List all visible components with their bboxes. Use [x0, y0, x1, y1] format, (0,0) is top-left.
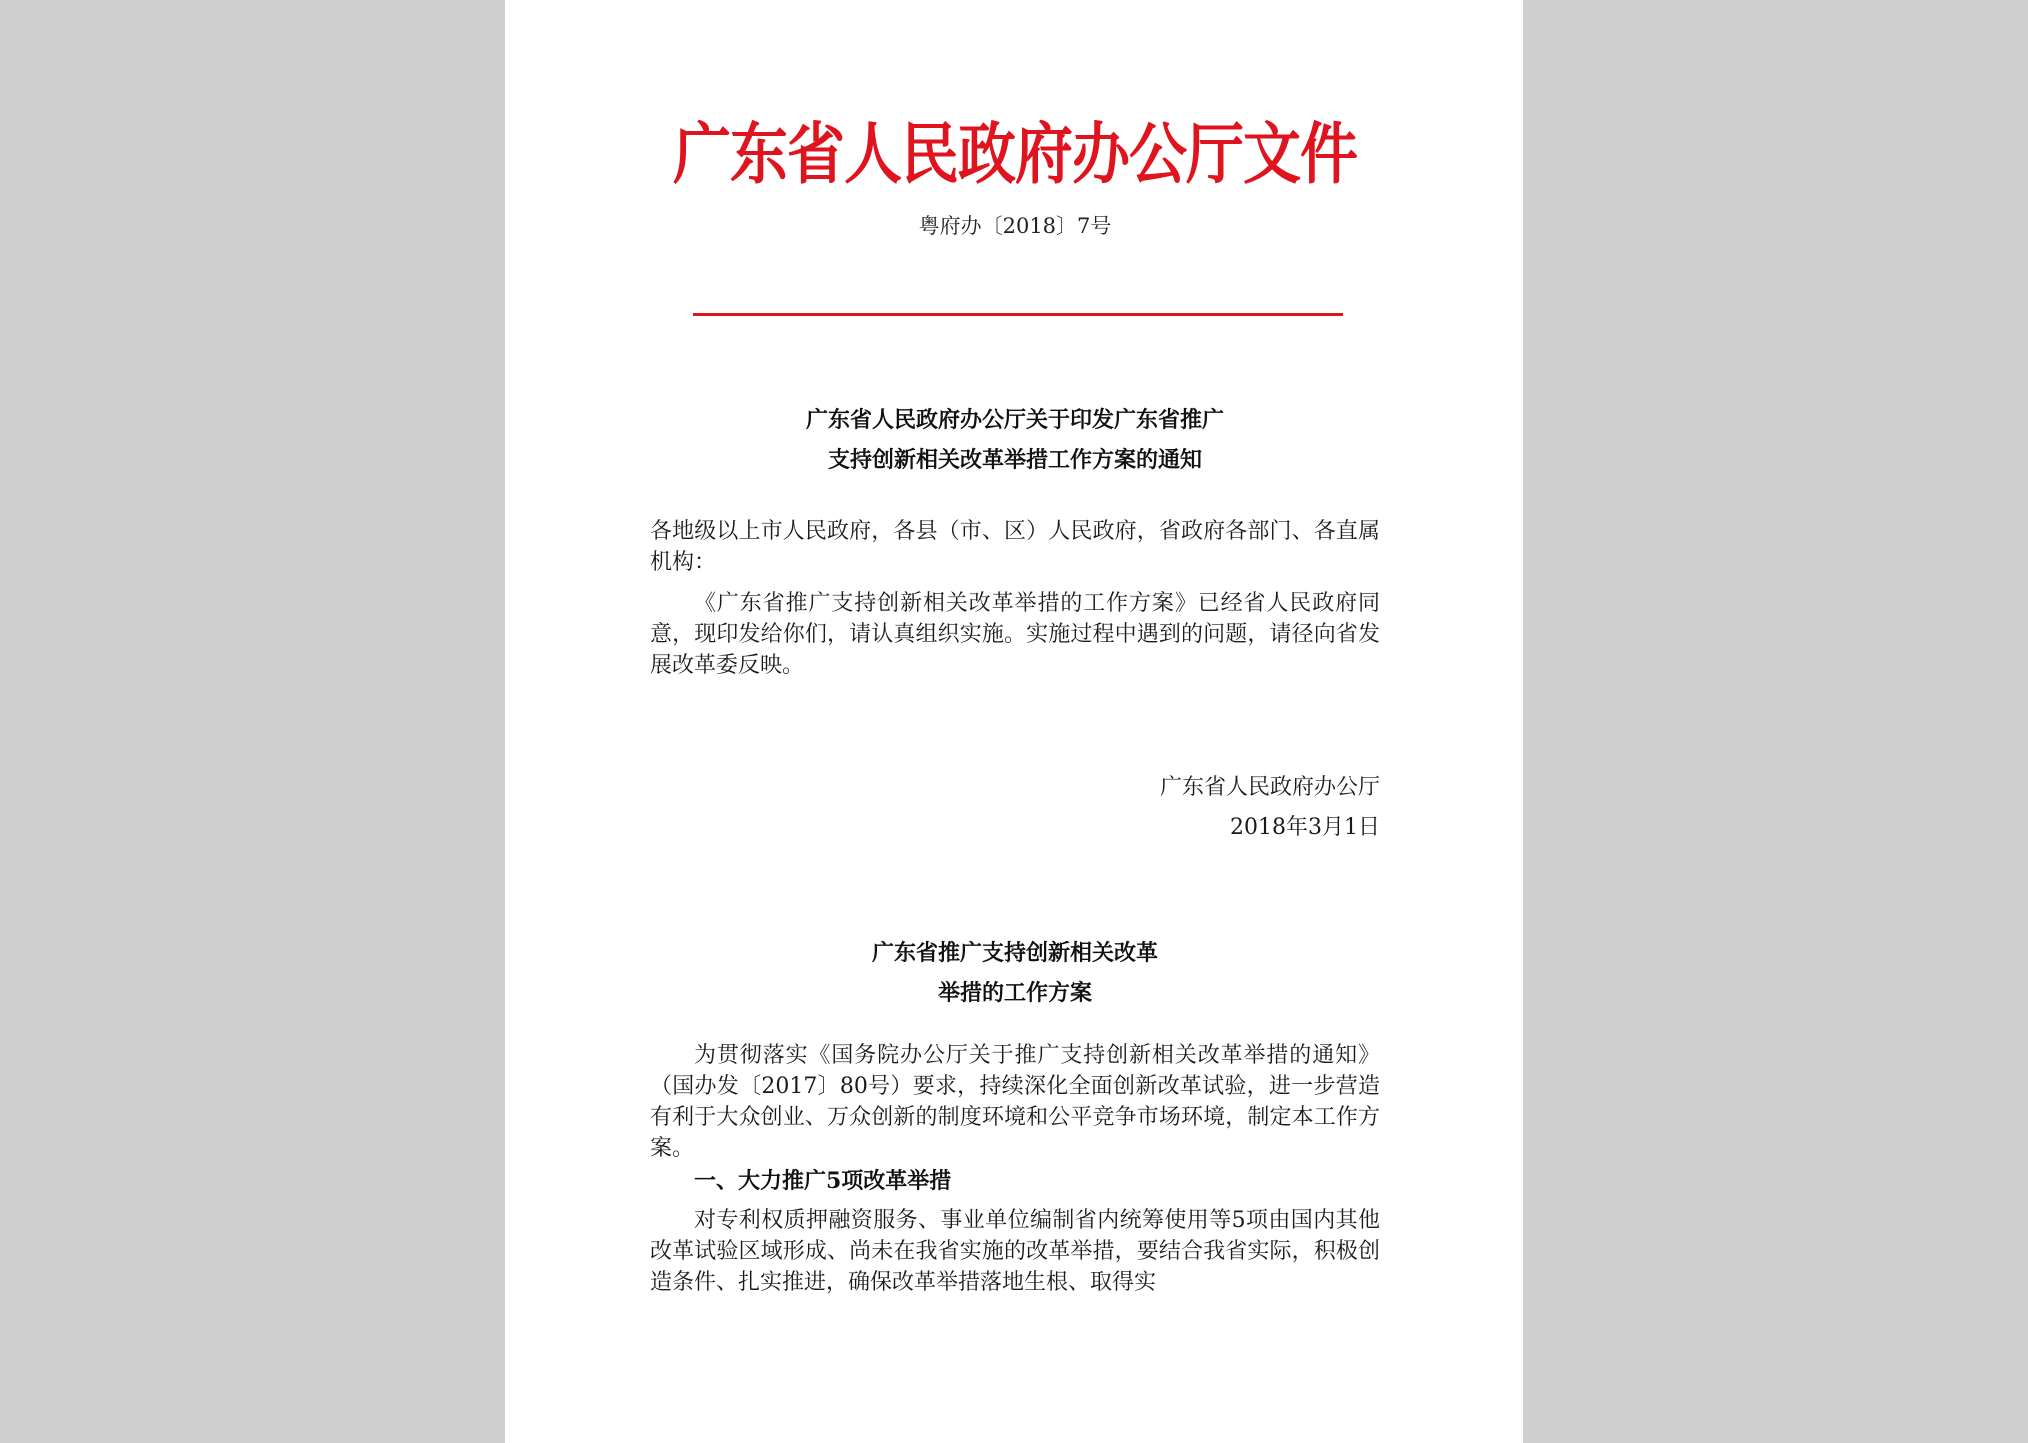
- notice-title-line1: 广东省人民政府办公厅关于印发广东省推广: [805, 407, 1224, 433]
- section-heading: 一、大力推广5项改革举措: [694, 1168, 952, 1194]
- notice-body: 《广东省推广支持创新相关改革举措的工作方案》已经省人民政府同意，现印发给你们，请认真组织实施。实施过程中遇到的问题，请径向省发展改革委反映。: [650, 591, 1380, 678]
- masthead-title: 广东省人民政府办公厅文件: [672, 114, 1357, 194]
- notice-title: [650, 400, 1380, 480]
- plan-title-line2: 举措的工作方案: [937, 980, 1092, 1006]
- document-page: [505, 0, 1523, 1443]
- section-body: 对专利权质押融资服务、事业单位编制省内统筹使用等5项由国内其他改革试验区域形成、尚未在我省实施的改革举措，要结合我省实际，积极创造条件、扎实推进，确保改革举措落地生根、取得实: [650, 1208, 1380, 1295]
- document-number: 粤府办〔2018〕7号: [918, 214, 1112, 238]
- red-divider-line: [693, 313, 1343, 316]
- signature-org: 广东省人民政府办公厅: [1159, 775, 1380, 800]
- signature-date: 2018年3月1日: [1230, 815, 1380, 840]
- plan-intro: 为贯彻落实《国务院办公厅关于推广支持创新相关改革举措的通知》（国办发〔2017〕80号）要求，持续深化全面创新改革试验，进一步营造有利于大众创业、万众创新的制度环境和公平竞争市场环境，制定本工作方案。: [650, 1043, 1380, 1161]
- salutation: 各地级以上市人民政府，各县（市、区）人民政府，省政府各部门、各直属机构：: [650, 519, 1380, 575]
- plan-title: [650, 933, 1380, 1013]
- plan-title-line1: 广东省推广支持创新相关改革: [871, 940, 1158, 966]
- notice-title-line2: 支持创新相关改革举措工作方案的通知: [827, 447, 1202, 473]
